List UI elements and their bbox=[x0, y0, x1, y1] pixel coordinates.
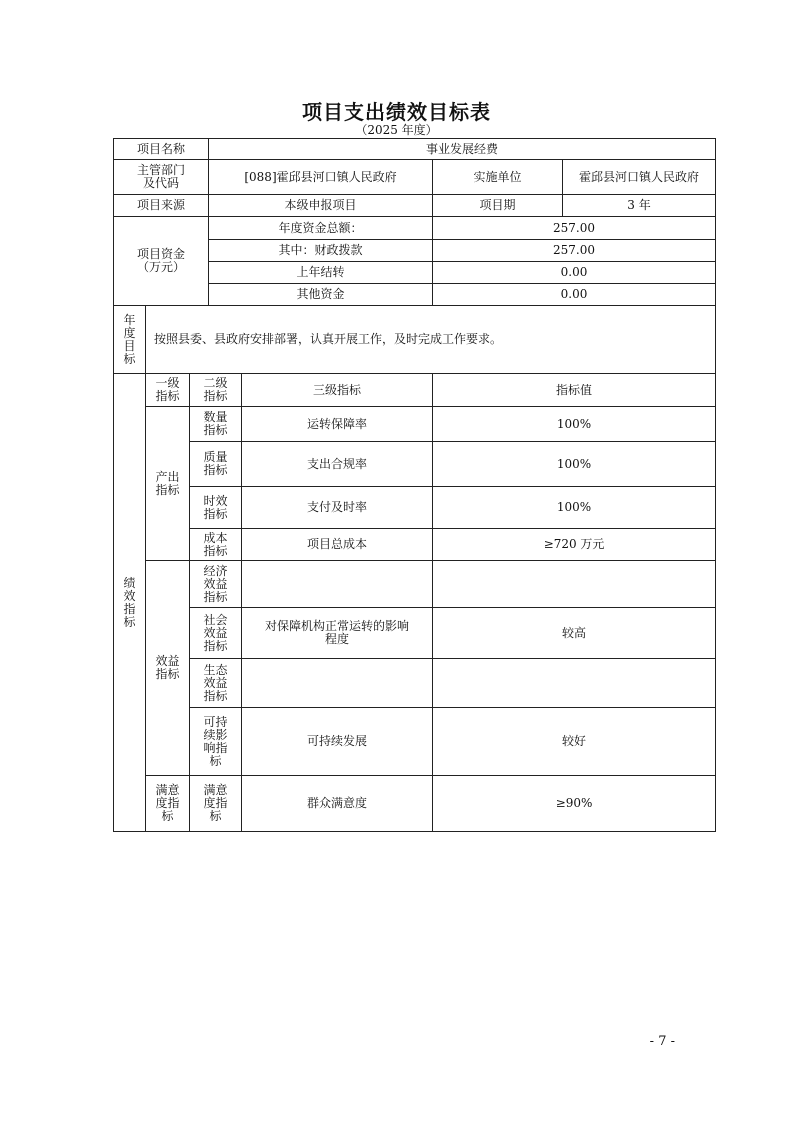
level3-cell bbox=[242, 659, 433, 708]
funds-row-value: 0.00 bbox=[433, 284, 716, 306]
value-cell: 100% bbox=[433, 442, 716, 487]
level3-cell: 运转保障率 bbox=[242, 407, 433, 442]
dept-label: 主管部门 及代码 bbox=[114, 160, 209, 195]
level3-cell: 群众满意度 bbox=[242, 776, 433, 832]
dept-value: [088]霍邱县河口镇人民政府 bbox=[209, 160, 433, 195]
value-cell: 100% bbox=[433, 407, 716, 442]
annual-goal-text: 按照县委、县政府安排部署，认真开展工作，及时完成工作要求。 bbox=[146, 306, 716, 374]
page-title: 项目支出绩效目标表 bbox=[302, 100, 491, 124]
level2-cell: 成本 指标 bbox=[190, 529, 242, 561]
funds-row-label: 其中：财政拨款 bbox=[209, 240, 433, 262]
funds-row-value: 257.00 bbox=[433, 240, 716, 262]
source-value: 本级申报项目 bbox=[209, 195, 433, 217]
level2-cell: 数量 指标 bbox=[190, 407, 242, 442]
value-cell bbox=[433, 561, 716, 608]
header-level1: 一级 指标 bbox=[146, 374, 190, 407]
level2-cell: 时效 指标 bbox=[190, 487, 242, 529]
level3-cell: 对保障机构正常运转的影响 程度 bbox=[242, 608, 433, 659]
level3-cell: 支出合规率 bbox=[242, 442, 433, 487]
period-value: 3 年 bbox=[563, 195, 716, 217]
source-label: 项目来源 bbox=[114, 195, 209, 217]
project-name-value: 事业发展经费 bbox=[209, 139, 716, 160]
page-subtitle: （2025 年度） bbox=[355, 123, 438, 137]
value-cell: 较好 bbox=[433, 708, 716, 776]
impl-value: 霍邱县河口镇人民政府 bbox=[563, 160, 716, 195]
value-cell: 100% bbox=[433, 487, 716, 529]
output-indicator-label: 产出 指标 bbox=[146, 407, 190, 561]
value-cell: 较高 bbox=[433, 608, 716, 659]
benefit-indicator-label: 效益 指标 bbox=[146, 561, 190, 776]
funds-label: 项目资金 （万元） bbox=[114, 217, 209, 306]
level3-cell: 项目总成本 bbox=[242, 529, 433, 561]
header-level3: 三级指标 bbox=[242, 374, 433, 407]
page-number: - 7 - bbox=[649, 1034, 675, 1049]
value-cell bbox=[433, 659, 716, 708]
value-cell: ≥90% bbox=[433, 776, 716, 832]
header-level2: 二级 指标 bbox=[190, 374, 242, 407]
satisfaction-indicator-label: 满意 度指 标 bbox=[146, 776, 190, 832]
period-label: 项目期 bbox=[433, 195, 563, 217]
funds-row-label: 其他资金 bbox=[209, 284, 433, 306]
level2-cell: 可持 续影 响指 标 bbox=[190, 708, 242, 776]
project-name-label: 项目名称 bbox=[114, 139, 209, 160]
annual-goal-label: 年 度 目 标 bbox=[114, 306, 146, 374]
level3-cell bbox=[242, 561, 433, 608]
performance-goal-table bbox=[113, 138, 716, 832]
perf-label: 绩 效 指 标 bbox=[114, 374, 146, 832]
funds-row-label: 上年结转 bbox=[209, 262, 433, 284]
level3-cell: 可持续发展 bbox=[242, 708, 433, 776]
level2-cell: 社会 效益 指标 bbox=[190, 608, 242, 659]
level2-cell: 满意 度指 标 bbox=[190, 776, 242, 832]
funds-row-value: 0.00 bbox=[433, 262, 716, 284]
funds-row-value: 257.00 bbox=[433, 217, 716, 240]
level2-cell: 质量 指标 bbox=[190, 442, 242, 487]
impl-label: 实施单位 bbox=[433, 160, 563, 195]
level2-cell: 经济 效益 指标 bbox=[190, 561, 242, 608]
header-value: 指标值 bbox=[433, 374, 716, 407]
funds-row-label: 年度资金总额： bbox=[209, 217, 433, 240]
value-cell: ≥720 万元 bbox=[433, 529, 716, 561]
level3-cell: 支付及时率 bbox=[242, 487, 433, 529]
level2-cell: 生态 效益 指标 bbox=[190, 659, 242, 708]
